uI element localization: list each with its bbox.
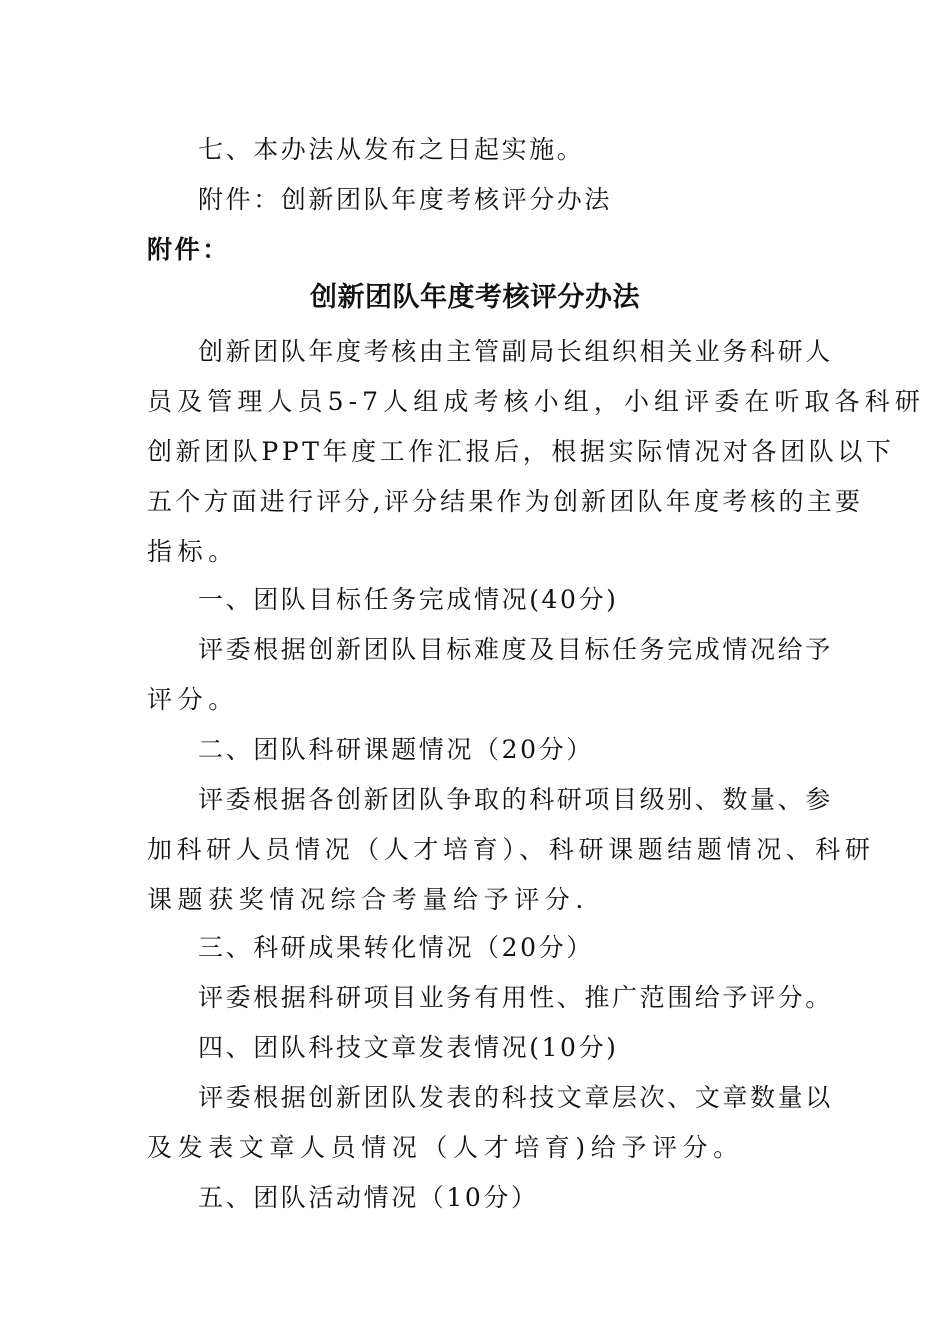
section-2-body-line-3: 课题获奖情况综合考量给予评分. — [147, 885, 589, 914]
attachment-heading: 附件： — [147, 235, 230, 264]
intro-line-5: 指标。 — [147, 537, 239, 566]
section-2-body-line-2: 加科研人员情况（人才培育）、科研课题结题情况、科研 — [147, 835, 875, 864]
section-4-body-line-1: 评委根据创新团队发表的科技文章层次、文章数量以 — [198, 1083, 833, 1112]
section-1-body-line-1: 评委根据创新团队目标难度及目标任务完成情况给予 — [198, 635, 833, 664]
document-title: 创新团队年度考核评分办法 — [310, 282, 640, 313]
clause-7-text: 七、本办法从发布之日起实施。 — [198, 135, 585, 164]
section-3-body-line-1: 评委根据科研项目业务有用性、推广范围给予评分。 — [198, 983, 833, 1012]
section-1-body-line-2: 评分。 — [147, 685, 239, 714]
section-3-heading: 三、科研成果转化情况（20分） — [198, 933, 594, 962]
attachment-reference: 附件：创新团队年度考核评分办法 — [198, 185, 613, 214]
intro-line-2: 员及管理人员5-7人组成考核小组，小组评委在听取各科研 — [147, 387, 925, 416]
section-5-heading: 五、团队活动情况（10分） — [198, 1183, 539, 1212]
intro-line-1: 创新团队年度考核由主管副局长组织相关业务科研人 — [198, 337, 833, 366]
section-2-heading: 二、团队科研课题情况（20分） — [198, 735, 594, 764]
section-2-body-line-1: 评委根据各创新团队争取的科研项目级别、数量、参 — [198, 785, 833, 814]
section-4-heading: 四、团队科技文章发表情况(10分) — [198, 1033, 619, 1062]
intro-line-3: 创新团队PPT年度工作汇报后，根据实际情况对各团队以下 — [147, 437, 895, 466]
section-4-body-line-2: 及发表文章人员情况（人才培育)给予评分。 — [147, 1133, 744, 1162]
section-1-heading: 一、团队目标任务完成情况(40分) — [198, 585, 619, 614]
intro-line-4: 五个方面进行评分,评分结果作为创新团队年度考核的主要 — [147, 487, 864, 516]
